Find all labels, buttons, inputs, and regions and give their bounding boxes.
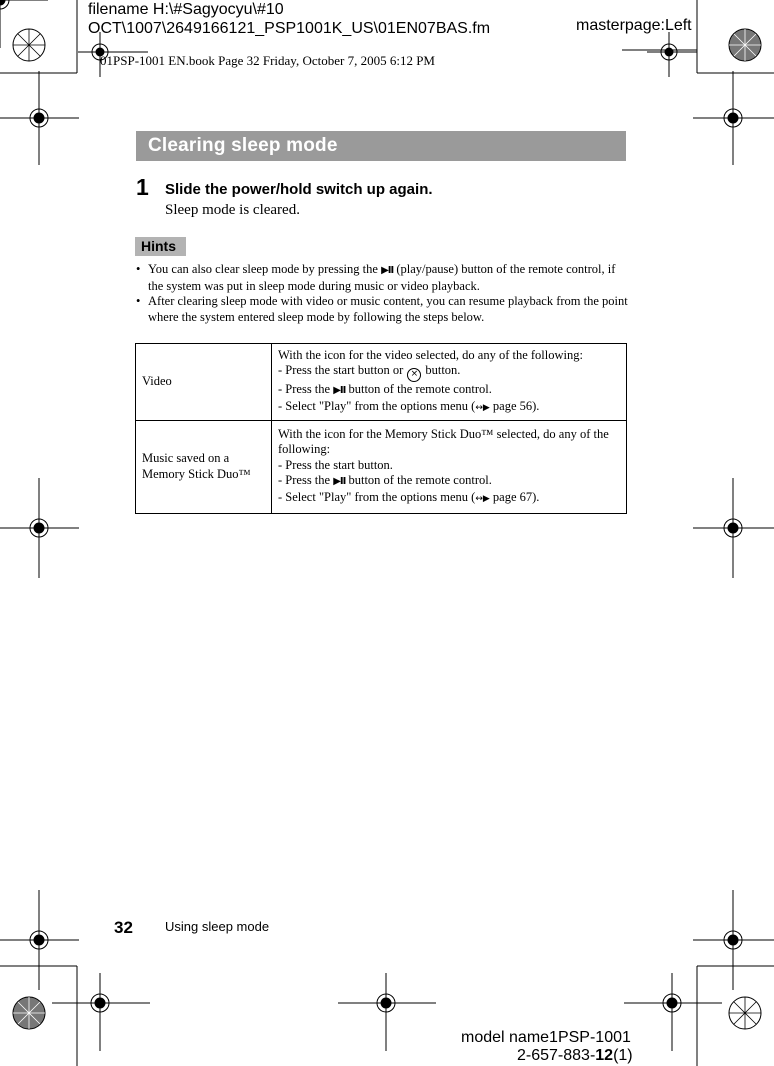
- hints-label: Hints: [141, 238, 176, 254]
- play-pause-icon: ▶II: [333, 476, 346, 488]
- section-heading: Clearing sleep mode: [148, 135, 338, 156]
- play-pause-icon: ▶II: [381, 265, 394, 276]
- page-section-name: Using sleep mode: [165, 919, 270, 934]
- part-number: 2-657-883-12(1): [517, 1047, 633, 1064]
- cross-button-icon: ×: [407, 368, 421, 382]
- model-name: model name1PSP-1001: [461, 1029, 631, 1046]
- book-info-line: 01PSP-1001 EN.book Page 32 Friday, October 7, 2005 6:12 PM: [100, 53, 435, 68]
- table-cell-label: Music saved on a Memory Stick Duo™: [136, 421, 272, 514]
- hint-item: • After clearing sleep mode with video or music content, you can resume playback from the point where the system entered sleep mode by following the steps below.: [136, 294, 628, 325]
- resume-playback-table: [135, 343, 627, 514]
- filename-line-1: filename H:\#Sagyocyu\#10: [88, 1, 284, 18]
- section-heading-banner: [136, 131, 626, 161]
- table-cell-content: With the icon for the video selected, do any of the following: - Press the start button or × button. - Press the ▶II button of the remote control. - Select "Play" from the options menu (↔▶ page 56).: [272, 344, 627, 421]
- hints-list: [136, 262, 628, 325]
- table-cell-label: Video: [136, 344, 272, 421]
- step-number: 1: [136, 174, 149, 200]
- hints-label-box: [135, 237, 186, 256]
- masterpage-label: masterpage:Left: [576, 17, 692, 34]
- step-body: Sleep mode is cleared.: [165, 202, 300, 218]
- page-reference-arrow-icon: ↔▶: [475, 402, 490, 413]
- step-title: Slide the power/hold switch up again.: [165, 181, 433, 198]
- table-row: [136, 421, 627, 514]
- hint-item: • You can also clear sleep mode by pressing the ▶II (play/pause) button of the remote control, if the system was put in sleep mode during music or video playback.: [136, 262, 628, 294]
- table-cell-content: With the icon for the Memory Stick Duo™ selected, do any of the following: - Press the start button. - Press the ▶II button of the remote control. - Select "Play" from the options menu (↔▶ page 67).: [272, 421, 627, 514]
- filename-line-2: OCT\1007\2649166121_PSP1001K_US\01EN07BAS.fm: [88, 20, 491, 37]
- page-number: 32: [114, 918, 133, 937]
- play-pause-icon: ▶II: [333, 385, 346, 397]
- page-reference-arrow-icon: ↔▶: [475, 493, 490, 504]
- table-row: [136, 344, 627, 421]
